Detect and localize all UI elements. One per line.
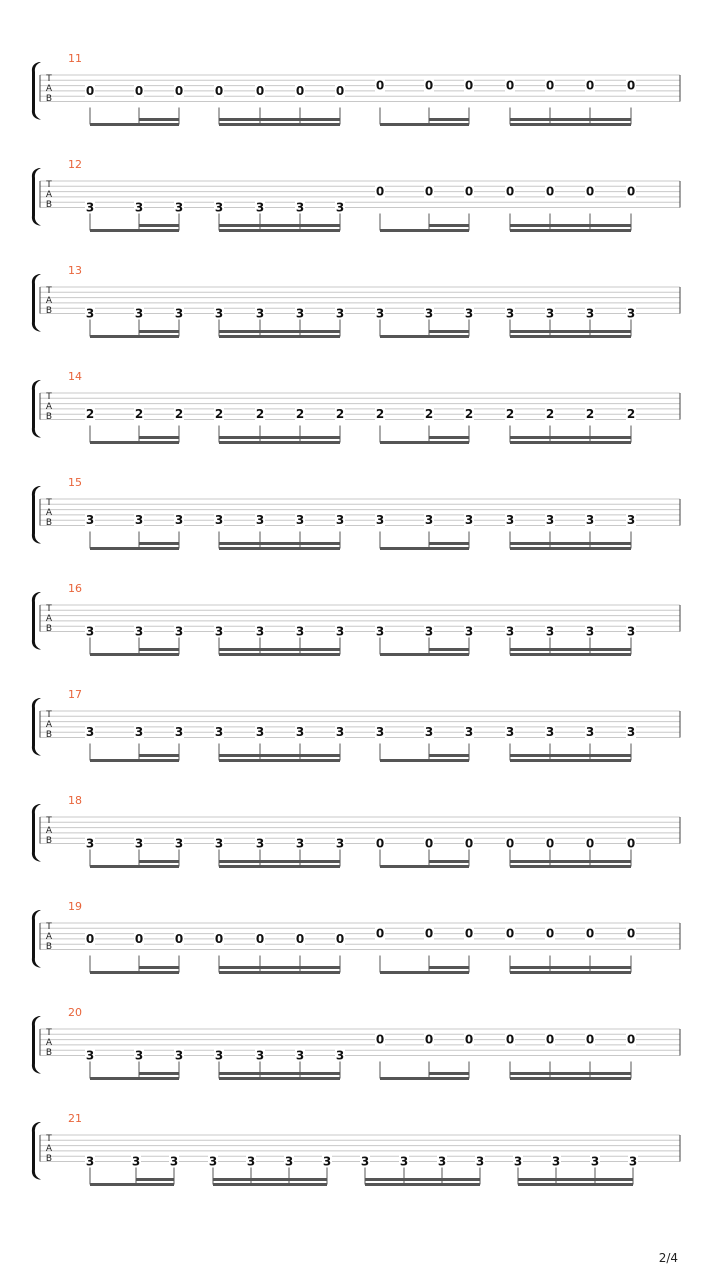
fret-number: 3 [335,306,345,321]
measure-number: 11 [68,52,82,65]
fret-number: 3 [475,1154,485,1169]
fret-number: 3 [85,1154,95,1169]
fret-number: 3 [214,1048,224,1063]
fret-number: 0 [375,926,385,941]
fret-number: 3 [85,513,95,528]
fret-number: 3 [505,624,515,639]
fret-number: 3 [214,306,224,321]
fret-number: 2 [585,407,595,422]
fret-number: 3 [375,624,385,639]
fret-number: 3 [131,1154,141,1169]
fret-number: 0 [335,83,345,98]
fret-number: 2 [85,407,95,422]
fret-number: 3 [134,513,144,528]
tab-clef-letter: T [46,710,52,720]
fret-number: 3 [513,1154,523,1169]
fret-number: 3 [255,836,265,851]
page-number: 2/4 [658,1251,678,1265]
fret-number: 3 [255,1048,265,1063]
measure-number: 12 [68,158,82,171]
fret-number: 3 [85,306,95,321]
fret-number: 3 [464,624,474,639]
fret-number: 0 [174,931,184,946]
fret-number: 3 [214,725,224,740]
tab-clef-letter: T [46,1028,52,1038]
fret-number: 3 [585,624,595,639]
tab-clef-letter: A [45,826,53,836]
fret-number: 0 [545,78,555,93]
tab-clef-letter: T [46,1134,52,1144]
fret-number: 0 [585,1032,595,1047]
fret-number: 3 [134,306,144,321]
fret-number: 3 [134,200,144,215]
fret-number: 0 [585,836,595,851]
measure-number: 17 [68,688,82,701]
tab-clef-letter: B [45,412,53,422]
fret-number: 0 [295,931,305,946]
tab-clef-letter: T [46,816,52,826]
fret-number: 0 [85,931,95,946]
fret-number: 0 [134,931,144,946]
fret-number: 3 [464,513,474,528]
fret-number: 0 [626,926,636,941]
fret-number: 3 [134,836,144,851]
fret-number: 0 [585,78,595,93]
fret-number: 2 [375,407,385,422]
fret-number: 3 [335,200,345,215]
tab-clef-letter: A [45,402,53,412]
fret-number: 3 [399,1154,409,1169]
fret-number: 0 [464,78,474,93]
fret-number: 0 [505,836,515,851]
fret-number: 0 [545,1032,555,1047]
fret-number: 3 [437,1154,447,1169]
fret-number: 3 [545,624,555,639]
fret-number: 3 [626,725,636,740]
fret-number: 0 [214,931,224,946]
fret-number: 3 [375,306,385,321]
fret-number: 0 [585,926,595,941]
tab-clef-letter: B [45,200,53,210]
fret-number: 2 [134,407,144,422]
fret-number: 3 [255,306,265,321]
fret-number: 3 [545,725,555,740]
tab-clef-letter: B [45,730,53,740]
fret-number: 3 [214,624,224,639]
fret-number: 3 [590,1154,600,1169]
fret-number: 3 [295,200,305,215]
measure-number: 20 [68,1006,82,1019]
fret-number: 0 [464,1032,474,1047]
fret-number: 3 [545,306,555,321]
fret-number: 3 [255,513,265,528]
fret-number: 3 [134,725,144,740]
fret-number: 3 [335,725,345,740]
fret-number: 3 [626,513,636,528]
fret-number: 3 [174,306,184,321]
fret-number: 3 [134,624,144,639]
fret-number: 3 [174,200,184,215]
fret-number: 0 [464,184,474,199]
fret-number: 3 [214,200,224,215]
measure-number: 15 [68,476,82,489]
fret-number: 0 [545,926,555,941]
fret-number: 3 [545,513,555,528]
fret-number: 2 [335,407,345,422]
fret-number: 0 [464,926,474,941]
fret-number: 3 [335,513,345,528]
fret-number: 0 [505,1032,515,1047]
fret-number: 0 [375,836,385,851]
fret-number: 3 [85,624,95,639]
tab-clef-letter: A [45,932,53,942]
tab-clef-letter: B [45,1048,53,1058]
fret-number: 0 [505,184,515,199]
fret-number: 3 [335,1048,345,1063]
fret-number: 3 [322,1154,332,1169]
fret-number: 0 [545,184,555,199]
fret-number: 0 [424,926,434,941]
fret-number: 3 [464,725,474,740]
fret-number: 3 [169,1154,179,1169]
fret-number: 3 [246,1154,256,1169]
fret-number: 3 [375,725,385,740]
tab-clef-letter: T [46,286,52,296]
fret-number: 0 [255,83,265,98]
fret-number: 3 [626,624,636,639]
fret-number: 3 [551,1154,561,1169]
tab-clef-letter: B [45,94,53,104]
fret-number: 0 [424,184,434,199]
fret-number: 0 [505,926,515,941]
measure-number: 19 [68,900,82,913]
tab-clef-letter: B [45,836,53,846]
fret-number: 0 [626,184,636,199]
fret-number: 0 [545,836,555,851]
fret-number: 3 [295,1048,305,1063]
fret-number: 3 [505,513,515,528]
fret-number: 2 [295,407,305,422]
tab-clef-letter: B [45,1154,53,1164]
tab-clef-letter: A [45,1144,53,1154]
tab-clef-letter: B [45,624,53,634]
tab-clef-letter: A [45,508,53,518]
tab-clef-letter: A [45,1038,53,1048]
fret-number: 0 [214,83,224,98]
tab-clef-letter: A [45,190,53,200]
fret-number: 0 [295,83,305,98]
fret-number: 0 [134,83,144,98]
fret-number: 3 [174,1048,184,1063]
fret-number: 3 [208,1154,218,1169]
fret-number: 0 [85,83,95,98]
tab-clef-letter: T [46,180,52,190]
fret-number: 3 [505,725,515,740]
fret-number: 3 [335,624,345,639]
fret-number: 0 [255,931,265,946]
fret-number: 0 [626,836,636,851]
fret-number: 2 [464,407,474,422]
fret-number: 3 [505,306,515,321]
measure-number: 14 [68,370,82,383]
fret-number: 0 [505,78,515,93]
fret-number: 3 [424,306,434,321]
fret-number: 0 [424,1032,434,1047]
tab-clef-letter: B [45,306,53,316]
fret-number: 3 [134,1048,144,1063]
fret-number: 3 [255,725,265,740]
fret-number: 3 [174,725,184,740]
fret-number: 3 [295,513,305,528]
fret-number: 3 [628,1154,638,1169]
fret-number: 3 [85,1048,95,1063]
fret-number: 3 [464,306,474,321]
fret-number: 3 [585,306,595,321]
fret-number: 0 [335,931,345,946]
fret-number: 3 [295,836,305,851]
fret-number: 0 [375,184,385,199]
fret-number: 2 [545,407,555,422]
fret-number: 3 [585,513,595,528]
tab-clef-letter: T [46,74,52,84]
fret-number: 3 [255,624,265,639]
fret-number: 2 [255,407,265,422]
tab-clef-letter: A [45,720,53,730]
fret-number: 2 [505,407,515,422]
fret-number: 3 [335,836,345,851]
measure-number: 18 [68,794,82,807]
measure-number: 13 [68,264,82,277]
tab-clef-letter: A [45,296,53,306]
tab-clef-letter: T [46,604,52,614]
fret-number: 3 [424,513,434,528]
measure-number: 21 [68,1112,82,1125]
fret-number: 3 [174,513,184,528]
fret-number: 0 [375,1032,385,1047]
fret-number: 0 [626,78,636,93]
fret-number: 0 [375,78,385,93]
fret-number: 0 [424,836,434,851]
tab-clef-letter: A [45,84,53,94]
fret-number: 3 [174,624,184,639]
tab-clef-letter: B [45,942,53,952]
fret-number: 3 [85,836,95,851]
fret-number: 3 [360,1154,370,1169]
fret-number: 0 [626,1032,636,1047]
tab-clef-letter: T [46,498,52,508]
fret-number: 3 [375,513,385,528]
fret-number: 3 [85,725,95,740]
fret-number: 3 [424,725,434,740]
fret-number: 3 [424,624,434,639]
fret-number: 3 [174,836,184,851]
tab-clef-letter: A [45,614,53,624]
fret-number: 2 [626,407,636,422]
fret-number: 0 [424,78,434,93]
fret-number: 3 [85,200,95,215]
fret-number: 3 [585,725,595,740]
fret-number: 2 [214,407,224,422]
fret-number: 3 [295,306,305,321]
fret-number: 3 [214,513,224,528]
fret-number: 0 [174,83,184,98]
fret-number: 3 [295,624,305,639]
fret-number: 0 [464,836,474,851]
fret-number: 3 [284,1154,294,1169]
fret-number: 3 [214,836,224,851]
fret-number: 2 [424,407,434,422]
measure-number: 16 [68,582,82,595]
fret-number: 3 [626,306,636,321]
tab-clef-letter: B [45,518,53,528]
tab-clef-letter: T [46,922,52,932]
fret-number: 2 [174,407,184,422]
fret-number: 3 [295,725,305,740]
fret-number: 3 [255,200,265,215]
fret-number: 0 [585,184,595,199]
tab-clef-letter: T [46,392,52,402]
